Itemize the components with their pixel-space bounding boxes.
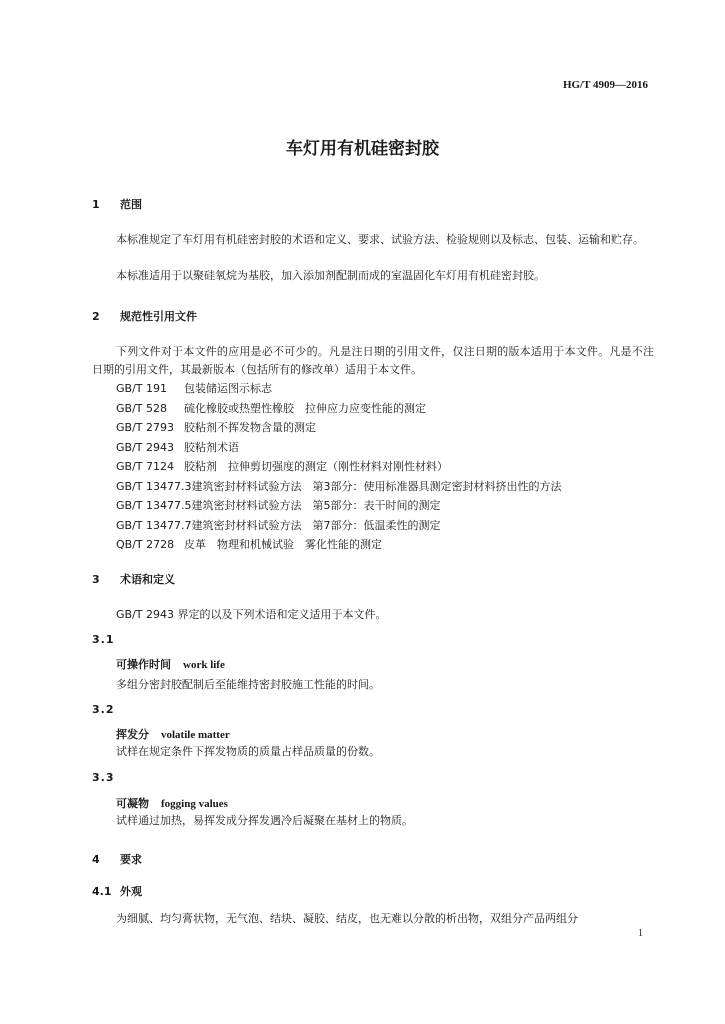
term-definition: 试样在规定条件下挥发物质的质量占样品质量的份数。 [116, 745, 380, 758]
reference-title: 胶粘剂术语 [184, 440, 239, 454]
reference-title: 硫化橡胶或热塑性橡胶 拉伸应力应变性能的测定 [184, 401, 426, 415]
section-title: 规范性引用文件 [120, 310, 197, 323]
reference-code: GB/T 7124 [116, 460, 174, 473]
section-1-paragraph-1: 本标准规定了车灯用有机硅密封胶的术语和定义、要求、试验方法、检验规则以及标志、包装、运输和贮存。 [116, 233, 644, 246]
reference-code: QB/T 2728 [116, 538, 175, 551]
section-3-intro: GB/T 2943 界定的以及下列术语和定义适用于本文件。 [116, 608, 387, 621]
term-heading [116, 726, 230, 742]
section-3-heading [92, 571, 175, 587]
section-number: 4 [92, 853, 100, 866]
reference-item [116, 535, 561, 555]
reference-item [116, 399, 561, 419]
reference-item [116, 379, 561, 399]
reference-code: GB/T 191 [116, 382, 167, 395]
term-definition: 试样通过加热，易挥发成分挥发遇冷后凝聚在基材上的物质。 [116, 814, 413, 827]
term-number: 3.3 [92, 771, 115, 784]
section-number: 3 [92, 573, 100, 586]
reference-title: 包装储运图示标志 [184, 382, 272, 395]
section-4-1-paragraph: 为细腻、均匀膏状物，无气泡、结块、凝胶、结皮，也无难以分散的析出物，双组分产品两组分 [116, 912, 578, 925]
section-number: 1 [92, 198, 100, 211]
reference-title: 建筑密封材料试验方法 第7部分：低温柔性的测定 [191, 518, 441, 532]
section-1-heading [92, 196, 142, 212]
reference-item [116, 457, 561, 477]
reference-list [116, 379, 561, 555]
subsection-title: 外观 [120, 885, 142, 898]
section-1-paragraph-2: 本标准适用于以聚硅氧烷为基胶，加入添加剂配制而成的室温固化车灯用有机硅密封胶。 [116, 269, 545, 282]
term-zh: 挥发分 [116, 728, 149, 741]
term-en: fogging values [161, 798, 228, 810]
reference-code: GB/T 13477.5 [116, 499, 192, 512]
section-2-heading [92, 308, 197, 324]
term-number: 3.2 [92, 703, 115, 716]
reference-item [116, 418, 561, 438]
section-4-heading [92, 851, 142, 867]
section-title: 术语和定义 [120, 573, 175, 586]
reference-item [116, 438, 561, 458]
reference-code: GB/T 13477.7 [116, 518, 192, 532]
section-number: 2 [92, 310, 100, 323]
term-definition: 多组分密封胶配制后至能维持密封胶施工性能的时间。 [116, 678, 380, 691]
standard-code: HG/T 4909—2016 [562, 79, 648, 91]
reference-item [116, 516, 561, 536]
section-title: 范围 [120, 198, 142, 211]
reference-item [116, 496, 561, 516]
term-number: 3.1 [92, 633, 115, 646]
reference-item [116, 477, 561, 497]
term-zh: 可操作时间 [116, 658, 171, 671]
reference-code: GB/T 13477.3 [116, 479, 192, 493]
term-heading [116, 795, 228, 811]
reference-title: 皮革 物理和机械试验 雾化性能的测定 [184, 538, 382, 551]
subsection-number: 4.1 [92, 885, 112, 898]
section-title: 要求 [120, 853, 142, 866]
term-en: work life [183, 659, 225, 671]
reference-title: 胶粘剂 拉伸剪切强度的测定（刚性材料对刚性材料） [184, 460, 448, 473]
term-zh: 可凝物 [116, 797, 149, 810]
subsection-4-1-heading [92, 883, 142, 899]
section-2-intro: 下列文件对于本文件的应用是必不可少的。凡是注日期的引用文件，仅注日期的版本适用于本文件。凡是不注日期的引用文件，其最新版本（包括所有的修改单）适用于本文件。 [92, 345, 654, 376]
reference-code: GB/T 2793 [116, 421, 174, 434]
term-heading [116, 656, 225, 672]
page-number: 1 [638, 928, 643, 939]
reference-code: GB/T 528 [116, 401, 167, 415]
reference-code: GB/T 2943 [116, 440, 174, 454]
document-title: 车灯用有机硅密封胶 [286, 139, 439, 159]
reference-title: 建筑密封材料试验方法 第3部分：使用标准器具测定密封材料挤出性的方法 [191, 479, 562, 493]
term-en: volatile matter [161, 729, 230, 741]
reference-title: 胶粘剂不挥发物含量的测定 [184, 421, 316, 434]
reference-title: 建筑密封材料试验方法 第5部分：表干时间的测定 [191, 499, 441, 512]
